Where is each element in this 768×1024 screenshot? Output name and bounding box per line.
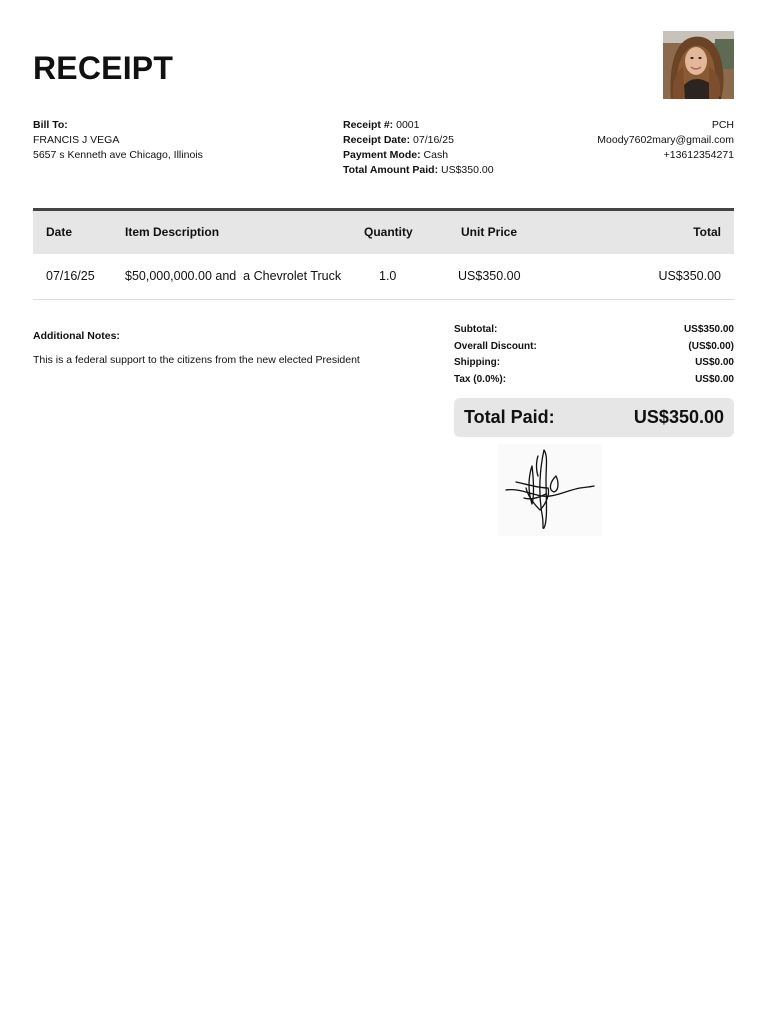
row-total: US$350.00: [658, 269, 721, 283]
receipt-number-label: Receipt #:: [343, 119, 394, 131]
signature-image: [498, 444, 602, 536]
bill-to-block: [33, 118, 293, 163]
subtotal-label: Subtotal:: [454, 324, 498, 335]
table-header-row: [33, 208, 734, 254]
total-paid-box: [454, 398, 734, 437]
row-item-description: $50,000,000.00 and a Chevrolet Truck: [125, 269, 342, 283]
table-row: [33, 254, 734, 300]
shipping-value: US$0.00: [695, 357, 734, 368]
receipt-date-label: Receipt Date:: [343, 134, 411, 146]
total-amount-paid-value: US$350.00: [441, 164, 494, 176]
row-quantity: 1.0: [379, 269, 397, 283]
row-unit-price: US$350.00: [458, 269, 521, 283]
tax-label: Tax (0.0%):: [454, 373, 507, 385]
additional-notes-label: Additional Notes:: [33, 330, 120, 342]
vendor-block: [540, 118, 734, 163]
payment-mode-label: Payment Mode:: [343, 149, 421, 161]
additional-notes-text: This is a federal support to the citizens from the new elected President: [33, 354, 360, 366]
items-table: [33, 208, 734, 300]
tax-value: US$0.00: [695, 373, 734, 385]
payment-mode-value: Cash: [423, 149, 449, 161]
header-total: Total: [693, 225, 721, 239]
vendor-email: Moody7602mary@gmail.com: [597, 134, 734, 146]
shipping-row: [454, 355, 734, 372]
totals-summary: [454, 322, 734, 388]
receipt-number-value: 0001: [396, 119, 420, 131]
discount-value: (US$0.00): [688, 340, 734, 352]
discount-label: Overall Discount:: [454, 340, 537, 352]
header-item-description: Item Description: [125, 225, 220, 239]
header-quantity: Quantity: [364, 225, 413, 239]
row-date: 07/16/25: [46, 269, 95, 283]
subtotal-value: US$350.00: [683, 324, 734, 335]
total-paid-label: Total Paid:: [464, 407, 555, 427]
shipping-label: Shipping:: [454, 357, 501, 368]
subtotal-row: [454, 322, 734, 339]
bill-to-address: 5657 s Kenneth ave Chicago, Illinois: [33, 149, 203, 161]
receipt-meta-block: [343, 118, 563, 178]
bill-to-label: Bill To:: [33, 119, 68, 131]
profile-photo: [663, 31, 734, 99]
bill-to-name: FRANCIS J VEGA: [33, 134, 120, 146]
vendor-name: PCH: [711, 119, 734, 131]
receipt-date-value: 07/16/25: [413, 134, 454, 146]
discount-row: [454, 339, 734, 356]
tax-row: [454, 372, 734, 389]
total-paid-value: US$350.00: [633, 407, 724, 427]
vendor-phone: +13612354271: [663, 149, 734, 161]
header-date: Date: [46, 225, 73, 239]
total-amount-paid-label: Total Amount Paid:: [343, 164, 439, 176]
header-unit-price: Unit Price: [461, 225, 518, 239]
receipt-title: RECEIPT: [33, 50, 174, 86]
